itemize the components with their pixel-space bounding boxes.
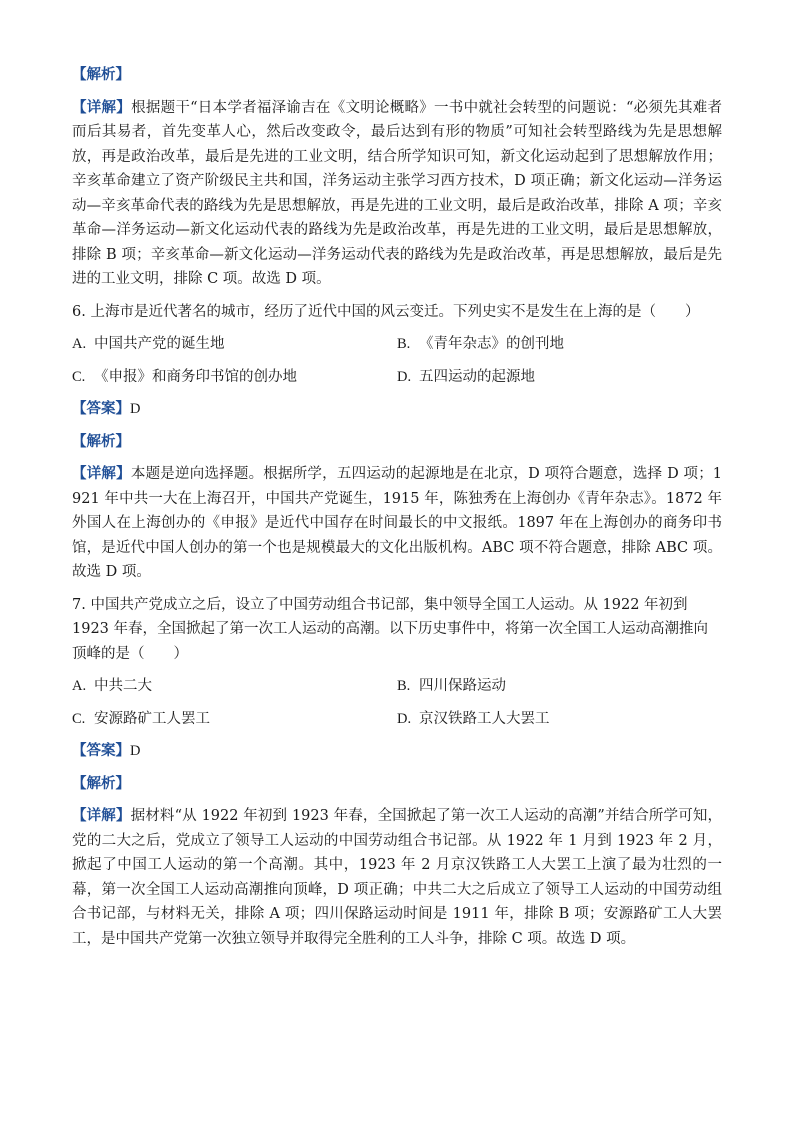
option-label: B. [397, 678, 411, 694]
option-text: 安源路矿工人罢工 [94, 710, 210, 727]
option-item [72, 674, 397, 699]
option-item [72, 707, 397, 732]
option-label: C. [72, 710, 86, 727]
option-text: 《青年杂志》的创刊地 [419, 336, 564, 352]
answer-options [72, 332, 722, 389]
option-item [72, 365, 397, 390]
option-text: 四川保路运动 [419, 678, 506, 694]
section-heading [72, 63, 722, 88]
option-label: D. [397, 710, 412, 727]
explanation-paragraph [72, 804, 722, 951]
option-text: 中共二大 [94, 678, 152, 694]
option-item [397, 674, 722, 699]
section-tag: 【解析】 [72, 432, 130, 450]
question-stem: 6. 上海市是近代著名的城市，经历了近代中国的风云变迁。下列史实不是发生在上海的是（ ） [72, 303, 700, 320]
answer-line [72, 739, 722, 764]
option-label: A. [72, 678, 87, 694]
explanation-tag: 【详解】 [72, 465, 131, 482]
answer-line [72, 397, 722, 422]
answer-value: D [130, 401, 141, 417]
option-text: 五四运动的起源地 [419, 368, 535, 385]
explanation-text: 据材料“从 1922 年初到 1923 年春，全国掀起了第一次工人运动的高潮”并结合所学可知，党的二大之后，党成立了领导工人运动的中国劳动组合书记部。从 1922 年 1 月到 1923 年 2 月，掀起了中国工人运动的第一个高潮。其中，1923 年 2 月京汉铁路工人大罢工上演了最为壮烈的一幕，第一次全国工人运动高潮推向顶峰，D 项正确；中共二大之后成立了领导工人运动的中国劳动组合书记部，与材料无关，排除 A 项；四川保路运动时间是 1911 年，排除 B 项；安源路矿工人大罢工，是中国共产党第一次独立领导并取得完全胜利的工人斗争，排除 C 项。故选 D 项。 [72, 808, 723, 947]
explanation-tag: 【详解】 [72, 98, 132, 116]
question-stem: 7. 中国共产党成立之后，设立了中国劳动组合书记部，集中领导全国工人运动。从 1922 年初到 1923 年春，全国掀起了第一次工人运动的高潮。以下历史事件中，将第一次全国工人运动高潮推向顶峰的是（ ） [72, 596, 709, 662]
answer-options [72, 674, 722, 731]
option-label: B. [397, 336, 411, 352]
option-label: D. [397, 368, 412, 385]
answer-value: D [130, 743, 141, 759]
section-tag: 【解析】 [72, 66, 130, 83]
option-item [397, 707, 722, 732]
option-text: 京汉铁路工人大罢工 [419, 710, 550, 727]
option-item [72, 332, 397, 357]
explanation-tag: 【详解】 [72, 807, 131, 824]
explanation-text: 本题是逆向选择题。根据所学，五四运动的起源地是在北京，D 项符合题意，选择 D 项；1921 年中共一大在上海召开，中国共产党诞生，1915 年，陈独秀在上海创办《青年杂志》。1872 年外国人在上海创办的《申报》是近代中国存在时间最长的中文报纸。1897 年在上海创办的商务印书馆，是近代中国人创办的第一个也是规模最大的文化出版机构。ABC 项不符合题意，排除 ABC 项。故选 D 项。 [72, 466, 722, 580]
explanation-text: 根据题干“日本学者福泽谕吉在《文明论概略》一书中就社会转型的问题说：“必须先其难者而后其易者，首先变革人心，然后改变政令，最后达到有形的物质”可知社会转型路线为先是思想解放，再是政治改革，最后是先进的工业文明，结合所学知识可知，新文化运动起到了思想解放作用；辛亥革命建立了资产阶级民主共和国，洋务运动主张学习西方技术，D 项正确；新文化运动—洋务运动—辛亥革命代表的路线为先是思想解放，再是先进的工业文明，最后是政治改革，排除 A 项；辛亥革命—洋务运动—新文化运动代表的路线为先是政治改革，再是先进的工业文明，最后是思想解放，排除 B 项；辛亥革命—新文化运动—洋务运动代表的路线为先是政治改革，再是思想解放，最后是先进的工业文明，排除 C 项。故选 D 项。 [72, 99, 722, 287]
option-item [397, 365, 722, 390]
option-item [397, 332, 722, 357]
explanation-paragraph [72, 96, 722, 292]
option-label: C. [72, 368, 86, 385]
answer-tag: 【答案】 [72, 742, 130, 759]
option-label: A. [72, 336, 87, 352]
section-tag: 【解析】 [72, 774, 130, 792]
option-text: 中国共产党的诞生地 [94, 336, 225, 352]
section-heading [72, 772, 722, 797]
explanation-paragraph [72, 462, 722, 585]
answer-tag: 【答案】 [72, 400, 130, 417]
section-heading [72, 430, 722, 455]
option-text: 《申报》和商务印书馆的创办地 [94, 368, 297, 385]
document-body [72, 63, 722, 959]
